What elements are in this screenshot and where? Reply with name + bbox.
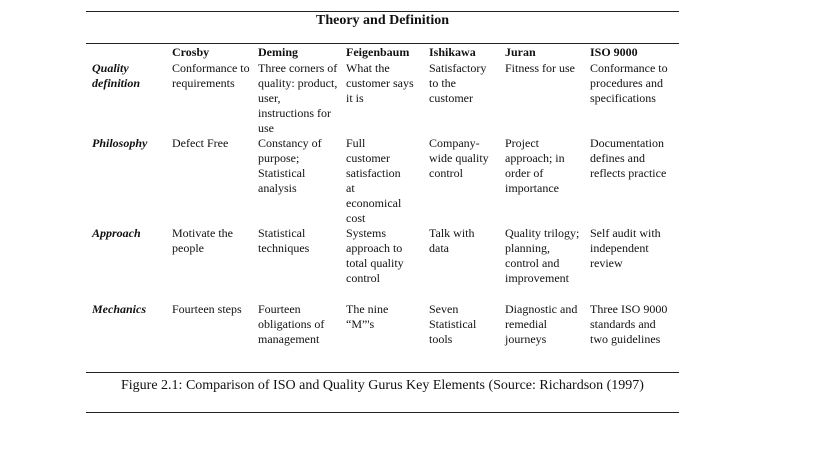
cell-juran-approach: Quality trilogy; planning, control and improvement	[505, 226, 580, 285]
cell-feigenbaum-approach: Systems approach to total quality control	[346, 226, 404, 285]
cell-deming-philosophy: Constancy of purpose; Statistical analysis	[258, 136, 322, 195]
cell-juran-mechanics: Diagnostic and remedial journeys	[505, 302, 578, 346]
column-header-juran: Juran	[505, 45, 536, 59]
cell-iso-9000-mechanics: Three ISO 9000 standards and two guidelines	[590, 302, 668, 346]
table-bottom-rule	[86, 372, 679, 373]
cell-crosby-mechanics: Fourteen steps	[172, 302, 242, 316]
cell-juran-quality-definition: Fitness for use	[505, 61, 575, 75]
table-title: Theory and Definition	[315, 13, 449, 28]
header-rule	[86, 43, 679, 44]
row-header-mechanics: Mechanics	[92, 302, 146, 316]
cell-juran-philosophy: Project approach; in order of importance	[505, 136, 565, 195]
row-header-philosophy: Philosophy	[92, 136, 148, 150]
column-header-iso-9000: ISO 9000	[590, 45, 638, 59]
cell-crosby-quality-definition: Conformance to requirements	[172, 61, 250, 90]
cell-iso-9000-quality-definition: Conformance to procedures and specifications	[590, 61, 668, 105]
cell-ishikawa-philosophy: Company-wide quality control	[429, 136, 489, 180]
cell-deming-quality-definition: Three corners of quality: product, user, instructions for use	[258, 61, 338, 135]
cell-deming-approach: Statistical techniques	[258, 226, 310, 255]
figure-caption: Figure 2.1: Comparison of ISO and Quality Gurus Key Elements (Source: Richardson (1997)	[121, 378, 644, 393]
cell-feigenbaum-mechanics: The nine “M”'s	[346, 302, 389, 331]
cell-ishikawa-mechanics: Seven Statistical tools	[429, 302, 477, 346]
column-header-ishikawa: Ishikawa	[429, 45, 476, 59]
cell-iso-9000-approach: Self audit with independent review	[590, 226, 661, 270]
row-header-approach: Approach	[92, 226, 141, 240]
column-header-feigenbaum: Feigenbaum	[346, 45, 410, 59]
cell-feigenbaum-philosophy: Full customer satisfaction at economical cost	[346, 136, 402, 225]
column-header-crosby: Crosby	[172, 45, 210, 59]
column-header-deming: Deming	[258, 45, 298, 59]
caption-bottom-rule	[86, 412, 679, 413]
cell-deming-mechanics: Fourteen obligations of management	[258, 302, 325, 346]
cell-iso-9000-philosophy: Documentation defines and reflects practice	[590, 136, 667, 180]
cell-crosby-approach: Motivate the people	[172, 226, 233, 255]
cell-ishikawa-approach: Talk with data	[429, 226, 475, 255]
cell-ishikawa-quality-definition: Satisfactory to the customer	[429, 61, 487, 105]
table-top-rule	[86, 11, 679, 12]
cell-crosby-philosophy: Defect Free	[172, 136, 229, 150]
cell-feigenbaum-quality-definition: What the customer says it is	[346, 61, 414, 105]
row-header-quality-definition: Quality definition	[92, 61, 141, 90]
